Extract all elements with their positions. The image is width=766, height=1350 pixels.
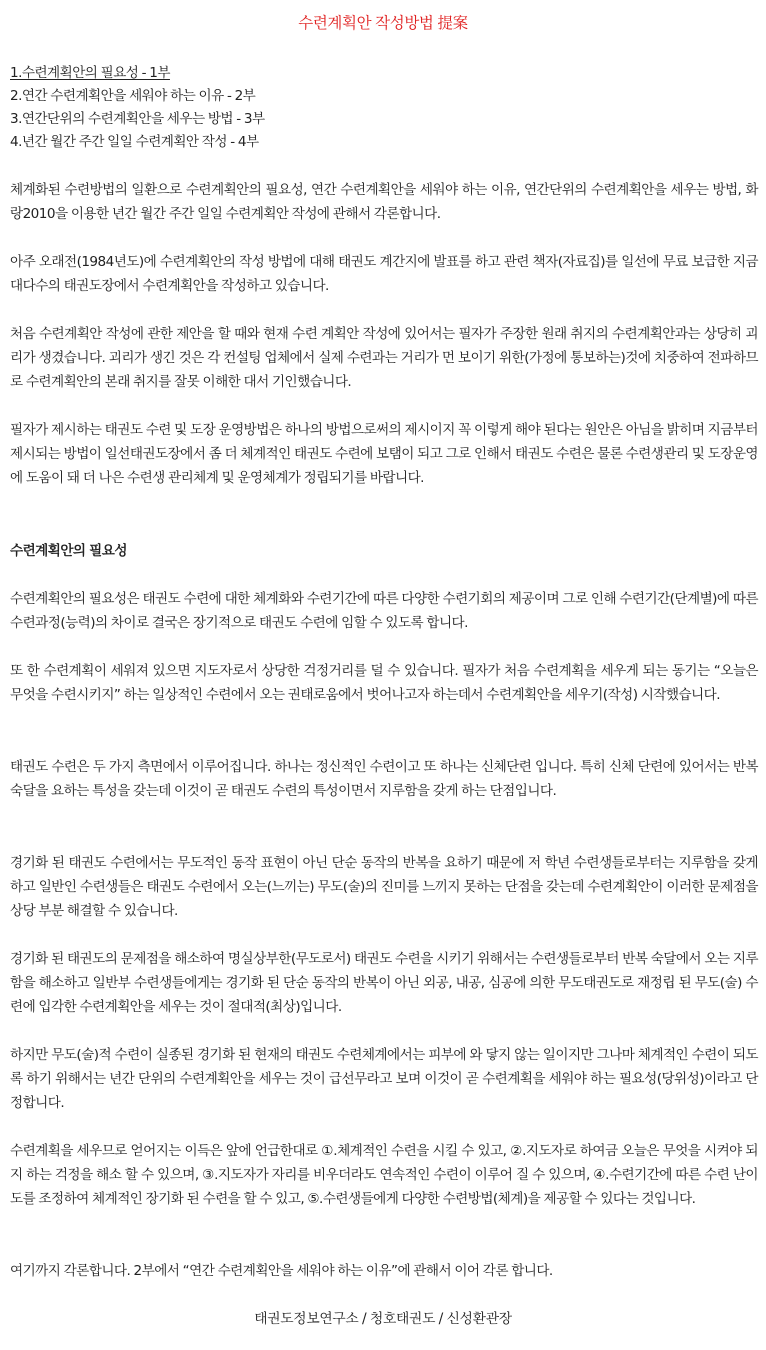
intro-paragraph-4: 필자가 제시하는 태권도 수련 및 도장 운영방법은 하나의 방법으로써의 제시이지 꼭 이렇게 해야 된다는 원안은 아님을 밝히며 지금부터 제시되는 방법이 일선태권도장에서 좀 더 체계적인 태권도 수련에 보탬이 되고 그로 인해서 태권도 수련은 물론 수련생관리 및 도장운영에 도움이 돼 더 나은 수련생 관리체계 및 운영체계가 정립되기를 바랍니다. (10, 422, 758, 486)
section-heading: 수련계획안의 필요성 (10, 543, 127, 559)
footer-credit: 태권도정보연구소 / 청호태권도 / 신성환관장 (254, 1311, 512, 1327)
body-paragraph-4: 경기화 된 태권도 수련에서는 무도적인 동작 표현이 아닌 단순 동작의 반복을 요하기 때문에 저 학년 수련생들로부터는 지루함을 갖게 하고 일반인 수련생들은 태권도 수련에서 오는(느끼는) 무도(술)의 진미를 느끼지 못하는 단점을 갖는데 수련계획안이 이러한 문제점을 상당 부분 해결할 수 있습니다. (10, 855, 758, 919)
toc-item-3: 3.연간단위의 수련계획안을 세우는 방법 - 3부 (10, 111, 265, 127)
intro-paragraph-3: 처음 수련계획안 작성에 관한 제안을 할 때와 현재 수련 계획안 작성에 있어서는 필자가 주장한 원래 취지의 수련계획안과는 상당히 괴리가 생겼습니다. 괴리가 생긴 것은 각 컨설팅 업체에서 실제 수련과는 거리가 먼 보이기 위한(가정에 통보하는)것에 치중하여 전파하므로 수련계획안의 본래 취지를 잘못 이해한 대서 기인했습니다. (10, 326, 758, 390)
body-paragraph-5: 경기화 된 태권도의 문제점을 해소하여 명실상부한(무도로서) 태권도 수련을 시키기 위해서는 수련생들로부터 반복 숙달에서 오는 지루함을 해소하고 일반부 수련생들에게는 경기화 된 단순 동작의 반복이 아닌 외공, 내공, 심공에 의한 무도태권도로 재정립 된 무도(술) 수련에 입각한 수련계획안을 세우는 것이 절대적(최상)입니다. (10, 951, 758, 1015)
document-title: 수련계획안 작성방법 提案 (298, 14, 468, 32)
toc-item-4: 4.년간 월간 주간 일일 수련계획안 작성 - 4부 (10, 134, 259, 150)
body-paragraph-1: 수련계획안의 필요성은 태권도 수련에 대한 체계화와 수련기간에 따른 다양한 수련기회의 제공이며 그로 인해 수련기간(단계별)에 따른 수련과정(능력)의 차이로 결국은 장기적으로 태권도 수련에 임할 수 있도록 합니다. (10, 591, 758, 631)
toc-item-1[interactable]: 1.수련계획안의 필요성 - 1부 (10, 65, 170, 81)
body-paragraph-2: 또 한 수련계획이 세워져 있으면 지도자로서 상당한 걱정거리를 덜 수 있습니다. 필자가 처음 수련계획을 세우게 되는 동기는 “오늘은 무엇을 수련시키지” 하는 일상적인 수련에서 오는 권태로움에서 벗어나고자 하는데서 수련계획안을 세우기(작성) 시작했습니다. (10, 663, 758, 703)
body-paragraph-6: 하지만 무도(술)적 수련이 실종된 경기화 된 현재의 태권도 수련체계에서는 피부에 와 닿지 않는 일이지만 그나마 체계적인 수련이 되도록 하기 위해서는 년간 단위의 수련계획안을 세우는 것이 급선무라고 보며 이것이 곧 수련계획을 세워야 하는 필요성(당위성)이라고 단정합니다. (10, 1047, 758, 1111)
table-of-contents (10, 62, 750, 154)
intro-paragraph-2: 아주 오래전(1984년도)에 수련계획안의 작성 방법에 대해 태권도 계간지에 발표를 하고 관련 책자(자료집)를 일선에 무료 보급한 지금 대다수의 태권도장에서 수련계획안을 작성하고 있습니다. (10, 254, 758, 294)
intro-paragraph-1: 체계화된 수련방법의 일환으로 수련계획안의 필요성, 연간 수련계획안을 세워야 하는 이유, 연간단위의 수련계획안을 세우는 방법, 화랑2010을 이용한 년간 월간 주간 일일 수련계획안 작성에 관해서 각론합니다. (10, 182, 758, 222)
body-paragraph-3: 태권도 수련은 두 가지 측면에서 이루어집니다. 하나는 정신적인 수련이고 또 하나는 신체단련 입니다. 특히 신체 단련에 있어서는 반복 숙달을 요하는 특성을 갖는데 이것이 곧 태권도 수련의 특성이면서 지루함을 갖게 하는 단점입니다. (10, 759, 758, 799)
toc-item-2: 2.연간 수련계획안을 세워야 하는 이유 - 2부 (10, 88, 256, 104)
closing-paragraph: 여기까지 각론합니다. 2부에서 “연간 수련계획안을 세워야 하는 이유”에 관해서 이어 각론 합니다. (10, 1263, 553, 1279)
body-paragraph-7: 수련계획을 세우므로 얻어지는 이득은 앞에 언급한대로 ①.체계적인 수련을 시킬 수 있고, ②.지도자로 하여금 오늘은 무엇을 시켜야 되지 하는 걱정을 해소 할 수 있으며, ③.지도자가 자리를 비우더라도 연속적인 수련이 이루어 질 수 있으며, ④.수련기간에 따른 수련 난이도를 조정하여 체계적인 장기화 된 수련을 할 수 있고, ⑤.수련생들에게 다양한 수련방법(체계)을 제공할 수 있다는 것입니다. (10, 1143, 758, 1207)
